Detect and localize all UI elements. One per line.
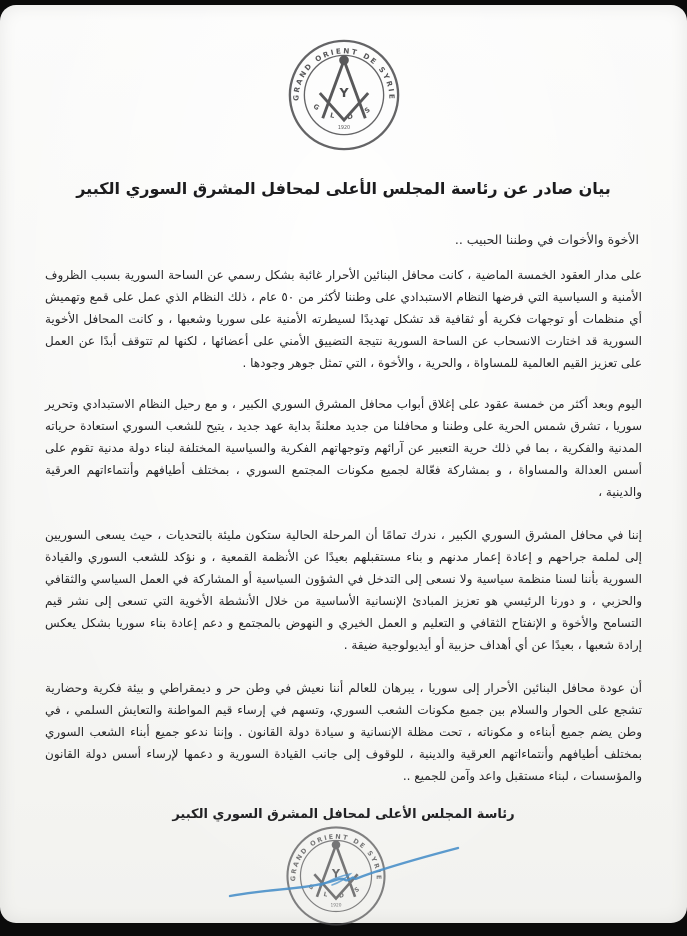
statement-title: بيان صادر عن رئاسة المجلس الأعلى لمحافل المشرق السوري الكبير — [76, 179, 611, 198]
paragraph-1: على مدار العقود الخمسة الماضية ، كانت محافل البنائين الأحرار غائبة بشكل رسمي عن الساحة السورية بسبب الظروف الأمنية و السياسية التي فرضها النظام الاستبدادي على وطننا لأكثر من ٥٠ عام ، ذلك النظام الذي عمل على قمع وتهميش أي منظمات أو توجهات فكرية أو ثقافية قد تشكل تهديدًا لسيطرته الأمنية على سوريا وشعبها ، و كانت المحافل الأخوية السورية قد اختارت الانسحاب عن الساحة السورية نتيجة التضييق الأمني على أعضائها ، لكنها لم تتوقف أبدًا عن العمل على تعزيز القيم العالمية للمساواة ، والحرية ، والأخوة ، التي تمثل جوهر وجودها . — [45, 268, 642, 370]
seal-bottom-arc-text: G L D S — [306, 882, 365, 900]
paragraph-4: أن عودة محافل البنائين الأحرار إلى سوريا ، يبرهان للعالم أننا نعيش في وطن حر و ديمقراطي و بيئة فكرية وحضارية تشجع على الحوار والسلام بين جميع مكونات الشعب السوري، وتسهم في إرساء قيم المواطنة والتعايش السلمي ، في وطن يضم جميع أبناءه و مكوناته ، تحت مظلة الإنسانية و سيادة دولة القانون . وإننا ندعو جميع أبناء الشعب السوري بمختلف أطيافهم وأنتماءاتهم العرقية والدينية ، للوقوف إلى جانب القيادة السورية و دعمها لإرساء أسس دولة القانون والمؤسسات ، لبناء مستقبل واعد وآمن للجميع .. — [45, 681, 642, 783]
signature-line: رئاسة المجلس الأعلى لمحافل المشرق السوري الكبير — [172, 807, 515, 822]
seal-top-arc-text: GRAND ORIENT DE SYRIE — [288, 832, 383, 882]
stamp-and-signature-area — [224, 824, 464, 928]
seal-year-text: 1920 — [329, 903, 342, 909]
seal-center-letter: Y — [338, 84, 349, 100]
seal-center-letter: Y — [331, 867, 340, 881]
scanned-document-page — [0, 5, 687, 923]
seal-top-arc-text: GRAND ORIENT DE SYRIE — [290, 46, 397, 102]
masonic-square-compass-seal-top — [286, 37, 402, 153]
paragraph-3: إننا في محافل المشرق السوري الكبير ، ندرك تمامًا أن المرحلة الحالية ستكون مليئة بالتحديات ، حيث يسعى السوريين إلى لملمة جراحهم و إعادة إعمار مدنهم و بناء مستقبلهم بعيدًا عن الأنظمة القمعية ، و نؤكد للشعب السوري والقيادة السورية بأننا لسنا منظمة سياسية ولا نسعى إلى التدخل في الشؤون السياسية أو المشاركة في العمل السياسي والثقافي والحزبي ، و دورنا الرئيسي هو تعزيز المبادئ الإنسانية الأساسية من خلال الأنشطة الأخوية التي تسعى إلى نشر قيم التسامح والأخوة و الإنفتاح الثقافي و التعليم و العمل الخيري و النهوض بالمجتمع و دعم إعادة بناء سوريا بشكل يعكس إرادة شعبها ، بعيدًا عن أي أهداف حزبية أو أيديولوجية ضيقة . — [45, 528, 642, 652]
salutation-line: الأخوة والأخوات في وطننا الحبيب .. — [454, 232, 639, 247]
handwritten-pen-signature — [224, 824, 464, 928]
seal-year-text: 1920 — [337, 125, 350, 131]
seal-bottom-arc-text: G L D S — [311, 102, 376, 122]
paragraph-2: اليوم وبعد أكثر من خمسة عقود على إغلاق أبواب محافل المشرق السوري الكبير ، و مع رحيل النظام الاستبدادي وتحرير سوريا ، تشرق شمس الحرية على وطننا و محافلنا من جديد معلنةً بداية عهد جديد ، يتيح للشعب السوري استعادة حرياته المدنية والفكرية ، بما في ذلك حرية التعبير عن آرائهم وتوجهاتهم الفكرية والسياسية المختلفة لبناء دولة مدنية تقوم على أسس العدالة والمساواة ، و بمشاركة فعّالة لجميع مكونات المجتمع السوري ، بمختلف أطيافهم وأنتماءاتهم العرقية والدينية ، — [45, 397, 642, 499]
